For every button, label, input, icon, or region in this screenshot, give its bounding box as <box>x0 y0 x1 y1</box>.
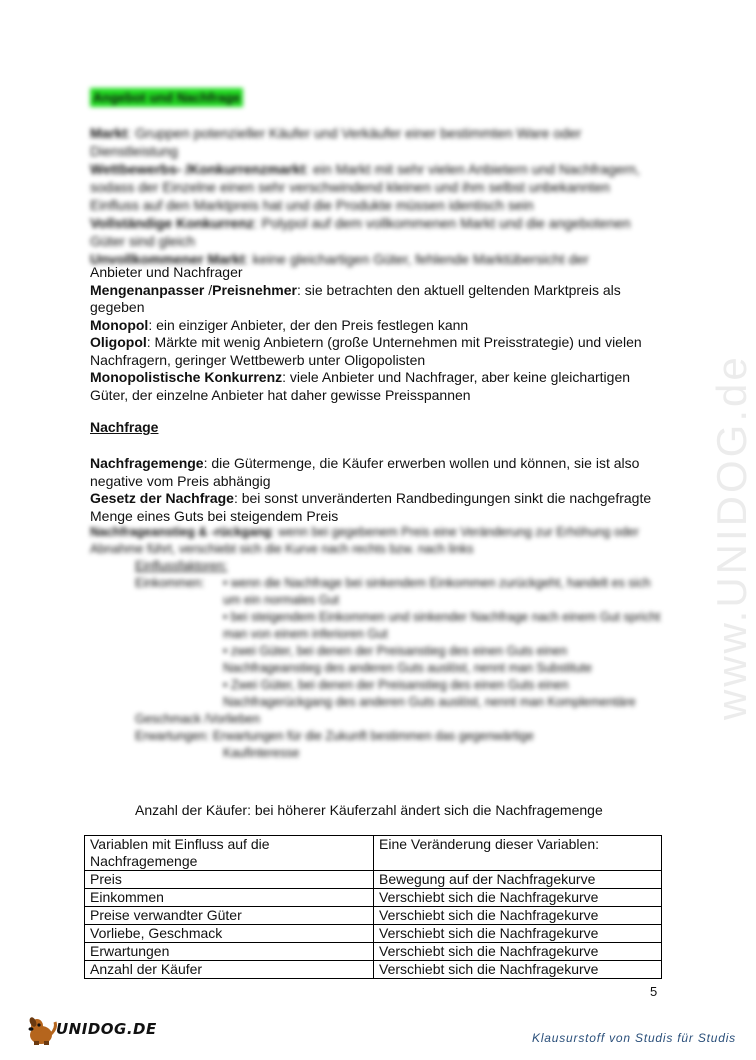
blurred-definitions <box>90 124 660 268</box>
nachfrage-definitions <box>90 455 660 525</box>
definition-nachfragemenge: Nachfragemenge: die Gütermenge, die Käufer erwerben wollen und können, sie ist also negative vom Preis abhängig <box>90 455 640 489</box>
definition-nachfrageanstieg: Nachfrageanstieg & -rückgang: wenn bei gegebenem Preis eine Veränderung zur Erhöhung oder Abnahme führt, verschiebt sich die Kurve nach rechts bzw. nach links <box>90 525 639 556</box>
einkommen-label: Einkommen: <box>135 576 205 590</box>
bullet-item: • bei steigendem Einkommen und sinkender Nachfrage nach einem Gut spricht man von einem inferioren Gut <box>223 610 661 641</box>
variables-table <box>84 835 662 979</box>
table-cell: Vorliebe, Geschmack <box>85 925 374 943</box>
einflussfaktoren-label: Einflussfaktoren: <box>135 559 228 573</box>
definition-oligopol: Oligopol: Märkte mit wenig Anbietern (große Unternehmen mit Preisstrategie) und vielen Nachfragern, geringer Wettbewerb unter Oligopolisten <box>90 334 642 368</box>
table-cell: Erwartungen <box>85 943 374 961</box>
definition-markt: Markt: Gruppen potenzieller Käufer und Verkäufer einer bestimmten Ware oder Dienstleistung <box>90 125 582 159</box>
definition-monopolistische-konkurrenz: Monopolistische Konkurrenz: viele Anbieter und Nachfrager, aber keine gleichartigen Güter, der einzelne Anbieter hat daher gewisse Preisspannen <box>90 369 631 403</box>
table-row <box>85 961 662 979</box>
table-row <box>85 871 662 889</box>
table-cell: Preis <box>85 871 374 889</box>
blurred-nachfrage-details <box>90 524 665 762</box>
page-number: 5 <box>650 984 658 999</box>
table-cell: Preise verwandter Güter <box>85 907 374 925</box>
kaufinteresse-label: Kaufinteresse <box>223 746 300 760</box>
definition-gesetz-der-nachfrage: Gesetz der Nachfrage: bei sonst unveränderten Randbedingungen sinkt die nachgefragte Menge eines Guts bei steigendem Preis <box>90 490 652 524</box>
geschmack-label: Geschmack /Vorlieben <box>135 712 261 726</box>
table-cell: Verschiebt sich die Nachfragekurve <box>374 961 662 979</box>
table-cell: Verschiebt sich die Nachfragekurve <box>374 925 662 943</box>
definition-monopol: Monopol: ein einziger Anbieter, der den Preis festlegen kann <box>90 316 469 333</box>
section-heading-nachfrage: Nachfrage <box>90 419 159 435</box>
anzahl-der-kaeufer-line: Anzahl der Käufer: bei höherer Käuferzahl ändert sich die Nachfragemenge <box>135 802 603 818</box>
erwartungen-label: Erwartungen: Erwartungen für die Zukunft bestimmen das gegenwärtige <box>135 729 534 743</box>
table-row <box>85 943 662 961</box>
logo-text: UNIDOG.DE <box>56 1020 157 1038</box>
market-definitions <box>90 264 660 404</box>
table-header-row <box>85 836 662 871</box>
table-row <box>85 907 662 925</box>
table-cell: Einkommen <box>85 889 374 907</box>
bullet-item: • zwei Güter, bei denen der Preisanstieg des einen Guts einen Nachfrageanstieg des anderen Guts auslöst, nennt man Substitute <box>223 644 592 675</box>
definition-wettbewerbsmarkt: Wettbewerbs- /Konkurrenzmarkt: ein Markt mit sehr vielen Anbietern und Nachfragern, sodass der Einzelne einen sehr verschwindend kleinen und ihm selbst unbekannten Einfluss auf den Marktpreis hat und die Produkte müssen identisch sein <box>90 161 640 213</box>
watermark-text: www.UNIDOG.de <box>708 354 755 720</box>
definition-continuation: Anbieter und Nachfrager <box>90 264 243 280</box>
definition-mengenanpasser: Mengenanpasser /Preisnehmer: sie betrachten den aktuell geltenden Marktpreis als gegeben <box>90 281 621 315</box>
table-cell: Anzahl der Käufer <box>85 961 374 979</box>
table-cell: Verschiebt sich die Nachfragekurve <box>374 943 662 961</box>
table-cell: Bewegung auf der Nachfragekurve <box>374 871 662 889</box>
footer-tagline: Klausurstoff von Studis für Studis <box>532 1031 736 1045</box>
table-row <box>85 889 662 907</box>
bullet-item: • Zwei Güter, bei denen der Preisanstieg des einen Guts einen Nachfragerückgang des anderen Guts auslöst, nennt man Komplementäre <box>223 678 636 709</box>
table-cell: Verschiebt sich die Nachfragekurve <box>374 907 662 925</box>
table-header-cell: Eine Veränderung dieser Variablen: <box>374 836 662 871</box>
table-row <box>85 925 662 943</box>
table-header-cell: Variablen mit Einfluss auf die Nachfragemenge <box>85 836 374 871</box>
table-cell: Verschiebt sich die Nachfragekurve <box>374 889 662 907</box>
definition-vollstaendige-konkurrenz: Vollständige Konkurrenz: Polypol auf dem vollkommenen Markt und die angebotenen Güter sind gleich <box>90 215 631 249</box>
page-title: Angebot und Nachfrage <box>90 88 243 107</box>
definition-unvollkommener-markt: Unvollkommener Markt: keine gleichartigen Güter, fehlende Marktübersicht der <box>90 251 589 267</box>
bullet-item: • wenn die Nachfrage bei sinkendem Einkommen zurückgeht, handelt es sich um ein normales Gut <box>223 576 651 607</box>
